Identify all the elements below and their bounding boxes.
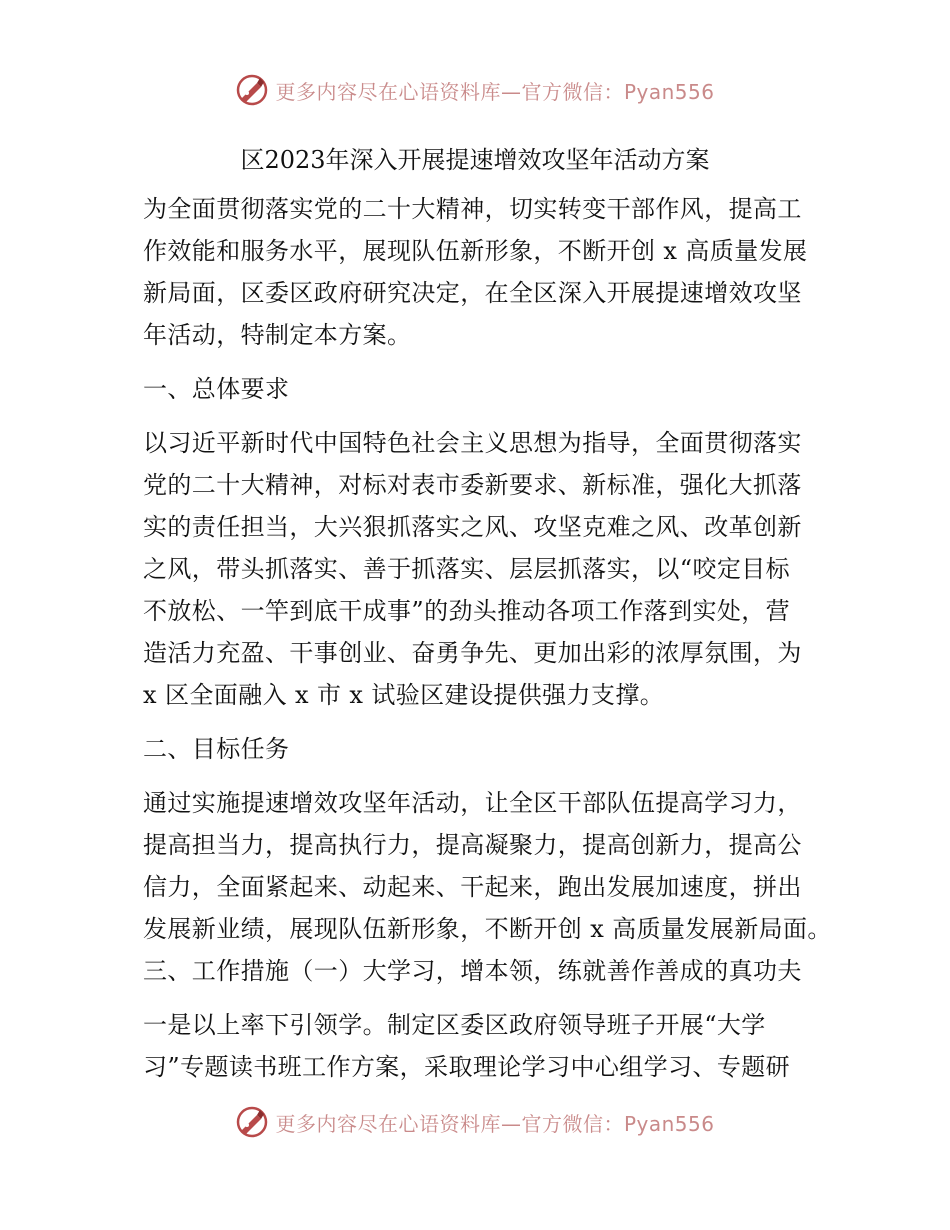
paragraph (143, 1004, 833, 1088)
pen-logo-icon (235, 1105, 269, 1139)
text-line: 信力，全面紧起来、动起来、干起来，跑出发展加速度，拼出 (143, 873, 802, 901)
text-line: 发展新业绩，展现队伍新形象，不断开创 x 高质量发展新局面。 (143, 915, 832, 943)
text-line: 三、工作措施（一）大学习，增本领，练就善作善成的真功夫 (143, 957, 802, 985)
banner-text: 更多内容尽在心语资料库—官方微信：Pyan556 (275, 1111, 715, 1136)
text-line: 二、目标任务 (143, 735, 290, 763)
paragraph (143, 782, 833, 992)
text-line: 以习近平新时代中国特色社会主义思想为指导，全面贯彻落实 (143, 429, 802, 457)
text-line: x 区全面融入 x 市 x 试验区建设提供强力支撑。 (143, 681, 665, 709)
text-line: 习”专题读书班工作方案，采取理论学习中心组学习、专题研 (143, 1053, 791, 1081)
document-body (143, 188, 833, 1088)
text-line: 造活力充盈、干事创业、奋勇争先、更加出彩的浓厚氛围，为 (143, 639, 802, 667)
paragraph-gap (143, 410, 833, 422)
header-banner (0, 70, 950, 110)
document-title: 区2023年深入开展提速增效攻坚年活动方案 (240, 146, 710, 174)
text-line: 通过实施提速增效攻坚年活动，让全区干部队伍提高学习力， (143, 789, 802, 817)
text-line: 为全面贯彻落实党的二十大精神，切实转变干部作风，提高工 (143, 195, 802, 223)
text-line: 提高担当力，提高执行力，提高凝聚力，提高创新力，提高公 (143, 831, 802, 859)
paragraph-gap (143, 356, 833, 368)
text-line: 实的责任担当，大兴狠抓落实之风、攻坚克难之风、改革创新 (143, 513, 802, 541)
text-line: 作效能和服务水平，展现队伍新形象，不断开创 x 高质量发展 (143, 237, 808, 265)
text-line: 之风，带头抓落实、善于抓落实、层层抓落实，以“咬定目标 (143, 555, 791, 583)
paragraph-gap (143, 770, 833, 782)
text-line: 不放松、一竿到底干成事”的劲头推动各项工作落到实处，营 (143, 597, 791, 625)
footer-banner (0, 1102, 950, 1142)
pen-logo-icon (235, 73, 269, 107)
text-line: 新局面，区委区政府研究决定，在全区深入开展提速增效攻坚 (143, 279, 802, 307)
paragraph-gap (143, 716, 833, 728)
paragraph (143, 422, 833, 716)
text-line: 一、总体要求 (143, 375, 290, 403)
text-line: 一是以上率下引领学。制定区委区政府领导班子开展“大学 (143, 1011, 766, 1039)
paragraph-gap (143, 992, 833, 1004)
banner-text: 更多内容尽在心语资料库—官方微信：Pyan556 (275, 79, 715, 104)
text-line: 党的二十大精神，对标对表市委新要求、新标准，强化大抓落 (143, 471, 802, 499)
paragraph (143, 728, 833, 770)
paragraph (143, 368, 833, 410)
paragraph (143, 188, 833, 356)
text-line: 年活动，特制定本方案。 (143, 321, 412, 349)
